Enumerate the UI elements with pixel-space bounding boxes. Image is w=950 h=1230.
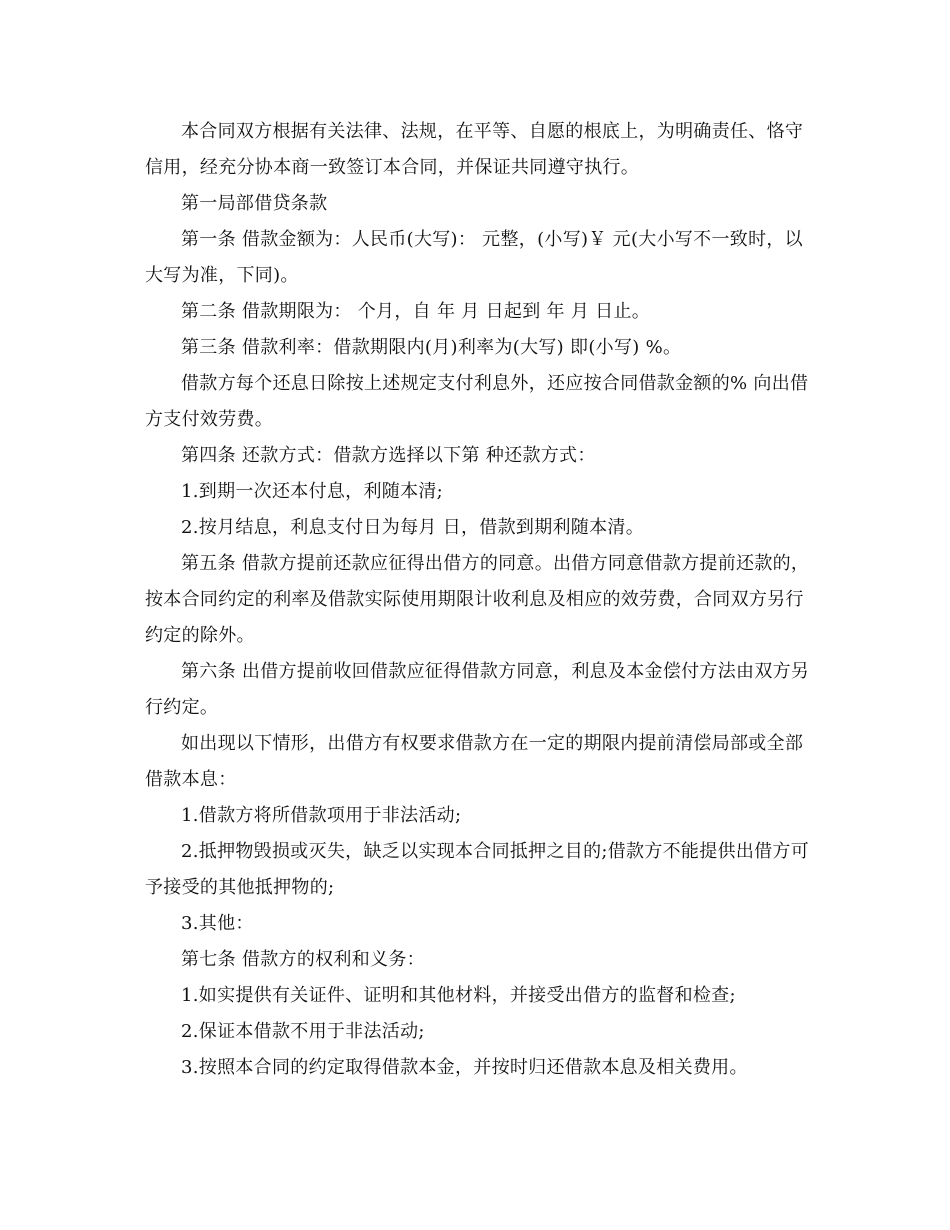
list-item-borrower-3: 3.按照本合同的约定取得借款本金，并按时归还借款本息及相关费用。 — [181, 1057, 748, 1078]
paragraph-recall-conditions: 如出现以下情形，出借方有权要求借款方在一定的期限内提前清偿局部或全部借款本息： — [145, 733, 804, 790]
paragraph-service-fee: 借款方每个还息日除按上述规定支付利息外，还应按合同借款金额的% 向出借方支付效劳费。 — [145, 373, 809, 430]
section-heading-loan-terms: 第一局部借贷条款 — [181, 193, 328, 214]
article-5-early-repayment: 第五条 借款方提前还款应征得出借方的同意。出借方同意借款方提前还款的，按本合同约定的利率及借款实际使用期限计收利息及相应的效劳费，合同双方另行约定的除外。 — [145, 553, 810, 646]
list-item-recall-2: 2.抵押物毁损或灭失，缺乏以实现本合同抵押之目的;借款方不能提供出借方可予接受的其他抵押物的; — [145, 841, 810, 898]
contract-body — [145, 114, 810, 1086]
article-4-repayment-method: 第四条 还款方式：借款方选择以下第 种还款方式： — [181, 445, 596, 466]
article-3-interest-rate: 第三条 借款利率：借款期限内(月)利率为(大写) 即(小写) %。 — [181, 337, 682, 358]
article-2-loan-term: 第二条 借款期限为： 个月，自 年 月 日起到 年 月 日止。 — [181, 301, 651, 322]
list-item-repayment-2: 2.按月结息，利息支付日为每月 日，借款到期利随本清。 — [181, 517, 644, 538]
list-item-recall-1: 1.借款方将所借款项用于非法活动; — [181, 805, 462, 826]
list-item-recall-3: 3.其他： — [181, 913, 254, 934]
article-6-early-recall: 第六条 出借方提前收回借款应征得借款方同意，利息及本金偿付方法由双方另行约定。 — [145, 661, 810, 718]
article-7-borrower-rights: 第七条 借款方的权利和义务： — [181, 949, 425, 970]
list-item-repayment-1: 1.到期一次还本付息，利随本清; — [181, 481, 444, 502]
list-item-borrower-1: 1.如实提供有关证件、证明和其他材料，并接受出借方的监督和检查; — [181, 985, 736, 1006]
list-item-borrower-2: 2.保证本借款不用于非法活动; — [181, 1021, 425, 1042]
paragraph-preamble: 本合同双方根据有关法律、法规，在平等、自愿的根底上，为明确责任、恪守信用，经充分协本商一致签订本合同，并保证共同遵守执行。 — [145, 121, 804, 178]
article-1-loan-amount: 第一条 借款金额为：人民币(大写)： 元整，(小写)￥ 元(大小写不一致时，以大写为准，下同)。 — [145, 229, 803, 286]
